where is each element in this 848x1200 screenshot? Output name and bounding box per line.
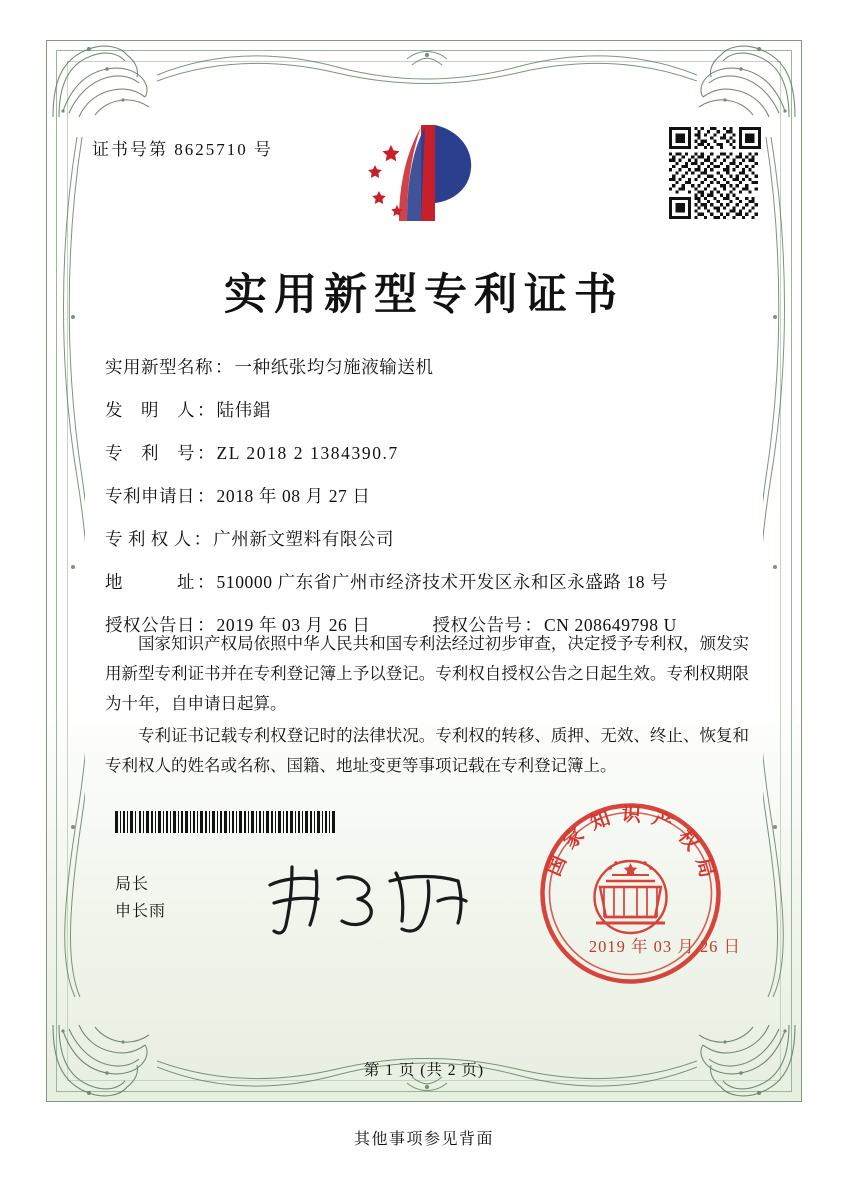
handwritten-signature-icon bbox=[252, 851, 502, 941]
field-separator: ： bbox=[197, 572, 215, 592]
field-row-inventor bbox=[105, 402, 751, 420]
field-label: 实用新型名称 bbox=[105, 357, 213, 377]
field-separator: ： bbox=[197, 486, 215, 506]
barcode-icon bbox=[115, 811, 337, 833]
field-separator: ： bbox=[193, 529, 212, 549]
field-separator: ： bbox=[197, 615, 215, 635]
field-separator: ： bbox=[215, 357, 233, 377]
field-row-utility-model-name bbox=[105, 359, 751, 377]
seal-date: 2019 年 03 月 26 日 bbox=[588, 937, 741, 956]
paragraph-registry: 专利证书记载专利权登记时的法律状况。专利权的转移、质押、无效、终止、恢复和专利权人的姓名或名称、国籍、地址变更等事项记载在专利登记簿上。 bbox=[105, 726, 749, 775]
field-value: 广州新文塑料有限公司 bbox=[213, 529, 395, 549]
certificate-fields bbox=[105, 359, 751, 661]
field-value: 2018 年 08 月 27 日 bbox=[216, 486, 371, 506]
certificate-border bbox=[46, 40, 802, 1102]
field-label: 发 明 人 bbox=[105, 400, 195, 420]
field-separator: ： bbox=[197, 400, 215, 420]
director-title: 局长 bbox=[115, 876, 150, 893]
field-label-announcement-number: 授权公告号 bbox=[432, 615, 523, 635]
field-value-announcement-number: CN 208649798 U bbox=[543, 615, 677, 635]
field-separator: ： bbox=[197, 443, 215, 463]
page-number: 第 1 页 (共 2 页) bbox=[363, 1062, 485, 1079]
svg-text:国家知识产权局: 国家知识产权局 bbox=[541, 802, 722, 890]
certificate-content bbox=[47, 41, 801, 1101]
field-label: 地 址 bbox=[105, 572, 195, 592]
field-row-address bbox=[105, 574, 751, 592]
director-name: 申长雨 bbox=[115, 903, 167, 920]
paragraph-grant: 国家知识产权局依照中华人民共和国专利法经过初步审查，决定授予专利权，颁发实用新型专利证书并在专利登记簿上予以登记。专利权自授权公告之日起生效。专利权期限为十年，自申请日起算。 bbox=[105, 634, 749, 713]
signature-block bbox=[115, 871, 166, 925]
field-separator: ： bbox=[524, 615, 542, 635]
field-value: ZL 2018 2 1384390.7 bbox=[216, 443, 399, 463]
field-row-application-date bbox=[105, 488, 751, 506]
field-value: 510000 广东省广州市经济技术开发区永和区永盛路 18 号 bbox=[216, 572, 669, 592]
field-value: 陆伟錩 bbox=[216, 400, 271, 420]
footer-note: 其他事项参见背面 bbox=[353, 1131, 494, 1148]
qr-code-icon bbox=[669, 127, 761, 219]
field-value-grant-date: 2019 年 03 月 26 日 bbox=[216, 615, 371, 635]
field-label: 专利申请日 bbox=[105, 486, 195, 506]
page-title: 实用新型专利证书 bbox=[224, 270, 624, 320]
certificate-number: 证书号第 8625710 号 bbox=[92, 140, 273, 159]
field-row-patentee bbox=[105, 531, 751, 549]
field-label: 专 利 号 bbox=[105, 443, 195, 463]
cnipa-logo-icon bbox=[349, 117, 499, 229]
field-row-patent-number bbox=[105, 445, 751, 463]
field-value: 一种纸张均匀施液输送机 bbox=[234, 357, 434, 377]
field-label-grant-date: 授权公告日 bbox=[105, 615, 195, 635]
field-label: 专 利 权 人 bbox=[105, 529, 192, 549]
official-seal-icon bbox=[538, 801, 723, 986]
legal-text bbox=[105, 629, 749, 783]
